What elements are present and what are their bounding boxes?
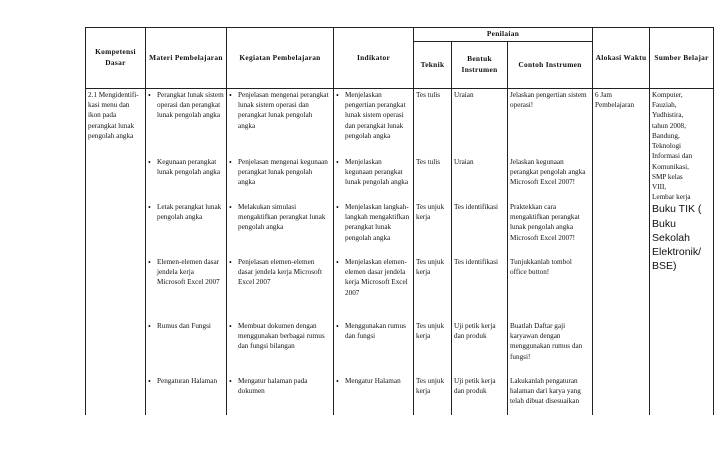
syllabus-table [85,27,714,415]
indikator-entry [336,376,411,414]
sumber-line: Komputer, [652,91,683,99]
materi-text: Letak perangkat lunak pengolah angka [157,203,222,222]
indikator-text: Menjelaskan kegunaan perangkat lunak pengolah angka [345,158,409,187]
bullet-icon: • [148,377,151,386]
teknik-text: Tes tulis [416,158,441,166]
teknik-entry [416,202,449,257]
teknik-entry [416,376,449,414]
header-penilaian: Penilaian [414,28,593,42]
sumber-line: Informasi dan [652,152,693,161]
bentuk-entry [454,202,505,257]
materi-column [146,89,227,416]
bullet-icon: • [229,322,232,331]
header-sumber: Sumber Belajar [650,28,714,89]
contoh-text: Jelaskan pengertian sistem operasi! [510,91,587,110]
bentuk-text: Uraian [454,91,474,99]
bullet-icon: • [148,158,151,167]
bullet-icon: • [336,377,339,386]
bentuk-entry [454,321,505,376]
teknik-text: Tes unjuk kerja [416,322,445,341]
sumber-line: tahun 2008, [652,121,686,130]
teknik-column [414,89,452,416]
sumber-line: Fauziah, [652,101,677,110]
sumber-cell [650,89,714,416]
indikator-text: Menggunakan rumus dan fungsi [345,322,406,341]
header-kegiatan: Kegiatan Pembelajaran [227,28,334,89]
header-contoh: Contoh Instrumen [508,42,593,89]
bentuk-text: Tes identifikasi [454,258,499,266]
header-teknik: Teknik [414,42,452,89]
sumber-line: Teknologi [652,142,682,151]
materi-entry [148,202,224,257]
bentuk-text: Uraian [454,158,474,166]
contoh-entry [510,202,590,257]
kegiatan-text: Penjelasan mengenai perangkat lunak sistem operasi dan perangkat lunak pengolah angka [238,91,329,130]
contoh-text: Tunjukkanlah tombol office button! [510,258,572,277]
teknik-text: Tes unjuk kerja [416,377,445,396]
header-kompetensi: Kompetensi Dasar [86,28,146,89]
bentuk-entry [454,157,505,202]
materi-entry [148,257,224,321]
kegiatan-entry [229,157,331,202]
materi-text: Pengaturan Halaman [157,377,218,385]
header-bentuk: Bentuk Instrumen [452,42,508,89]
indikator-entry [336,157,411,202]
bentuk-entry [454,257,505,321]
sumber-line: Komunikasi, [652,162,689,171]
sumber-line: Yudhistira, [652,111,684,120]
contoh-entry [510,321,590,376]
header-indikator: Indikator [334,28,414,89]
sumber-line: Lembar kerja [652,193,691,202]
bullet-icon: • [336,258,339,267]
contoh-entry [510,90,590,157]
contoh-entry [510,257,590,321]
kegiatan-text: Mengatur halaman pada dokumen [238,377,308,396]
kegiatan-text: Melakukan simulasi mengaktifkan perangkat lunak pengolah angka [238,203,326,232]
kegiatan-entry [229,202,331,257]
contoh-column [508,89,593,416]
header-materi: Materi Pembelajaran [146,28,227,89]
bentuk-text: Uji petik kerja dan produk [454,377,496,396]
kegiatan-entry [229,90,331,157]
bentuk-text: Tes identifikasi [454,203,499,211]
sumber-buku-tik: Buku TIK ( Buku Sekolah Elektronik/ BSE) [652,203,702,273]
bullet-icon: • [336,158,339,167]
bullet-icon: • [148,91,151,100]
teknik-entry [416,90,449,157]
header-alokasi: Alokasi Waktu [593,28,650,89]
kegiatan-entry [229,321,331,376]
sumber-line: Bandung, [652,131,680,140]
kompetensi-text: 2.1 Mengidentifi-kasi menu dan ikon pada perangkat lunak pengolah angka [88,91,139,140]
bullet-icon: • [148,203,151,212]
bullet-icon: • [148,258,151,267]
contoh-text: Lakukanlah pengaturan halaman dari karya yang telah dibuat disesuaikan [510,377,581,406]
sumber-line: SMP kelas [652,172,683,181]
indikator-entry [336,257,411,321]
indikator-text: Mengatur Halaman [345,377,401,385]
materi-entry [148,90,224,157]
materi-text: Elemen-elemen dasar jendela kerja Microsoft Excel 2007 [157,258,220,287]
materi-text: Kegunaan perangkat lunak pengolah angka [157,158,221,177]
bullet-icon: • [229,203,232,212]
contoh-text: Jelaskan kegunaan perangkat pengolah angka Microsoft Excel 2007! [510,158,586,187]
teknik-text: Tes unjuk kerja [416,203,445,222]
materi-entry [148,157,224,202]
kegiatan-text: Penjelasan elemen-elemen dasar jendela kerja Microsoft Excel 2007 [238,258,323,287]
indikator-text: Menjelaskan pengertian perangkat lunak sistem operasi dan perangkat lunak pengolah angka [345,91,406,140]
teknik-text: Tes unjuk kerja [416,258,445,277]
bullet-icon: • [229,91,232,100]
kompetensi-cell [86,89,146,416]
bentuk-entry [454,376,505,414]
bentuk-entry [454,90,505,157]
teknik-text: Tes tulis [416,91,441,99]
bullet-icon: • [229,258,232,267]
bullet-icon: • [336,91,339,100]
indikator-column [334,89,414,416]
bentuk-text: Uji petik kerja dan produk [454,322,496,341]
materi-entry [148,321,224,376]
teknik-entry [416,257,449,321]
indikator-entry [336,90,411,157]
indikator-entry [336,202,411,257]
teknik-entry [416,157,449,202]
bullet-icon: • [336,322,339,331]
sumber-line: VIII, [652,182,667,191]
contoh-text: Praktekkan cara mengaktifkan perangkat lunak pengolah angka Microsoft Excel 2007! [510,203,580,242]
bullet-icon: • [229,377,232,386]
indikator-text: Menjelaskan langkah-langkah mengaktifkan perangkat lunak pengolah angka [345,203,410,242]
alokasi-text: 6 Jam Pembelajaran [595,91,635,110]
bullet-icon: • [148,322,151,331]
indikator-entry [336,321,411,376]
kegiatan-text: Penjelasan mengenai kegunaan perangkat lunak pengolah angka [238,158,328,187]
bullet-icon: • [229,158,232,167]
kegiatan-column [227,89,334,416]
contoh-text: Buatlah Daftar gaji karyawan dengan menggunakan rumus dan fungsi! [510,322,583,361]
materi-text: Perangkat lunak sistem operasi dan perangkat lunak pengolah angka [157,91,224,120]
alokasi-cell [593,89,650,416]
bentuk-column [452,89,508,416]
teknik-entry [416,321,449,376]
kegiatan-entry [229,257,331,321]
materi-text: Rumus dan Fungsi [157,322,211,330]
materi-entry [148,376,224,414]
kegiatan-text: Membuat dokumen dengan menggunakan berbagai rumus dan fungsi bilangan [238,322,325,351]
bullet-icon: • [336,203,339,212]
kegiatan-entry [229,376,331,414]
indikator-text: Menjelaskan elemen-elemen dasar jendela kerja Microsoft Excel 2007 [345,258,408,297]
contoh-entry [510,157,590,202]
contoh-entry [510,376,590,414]
